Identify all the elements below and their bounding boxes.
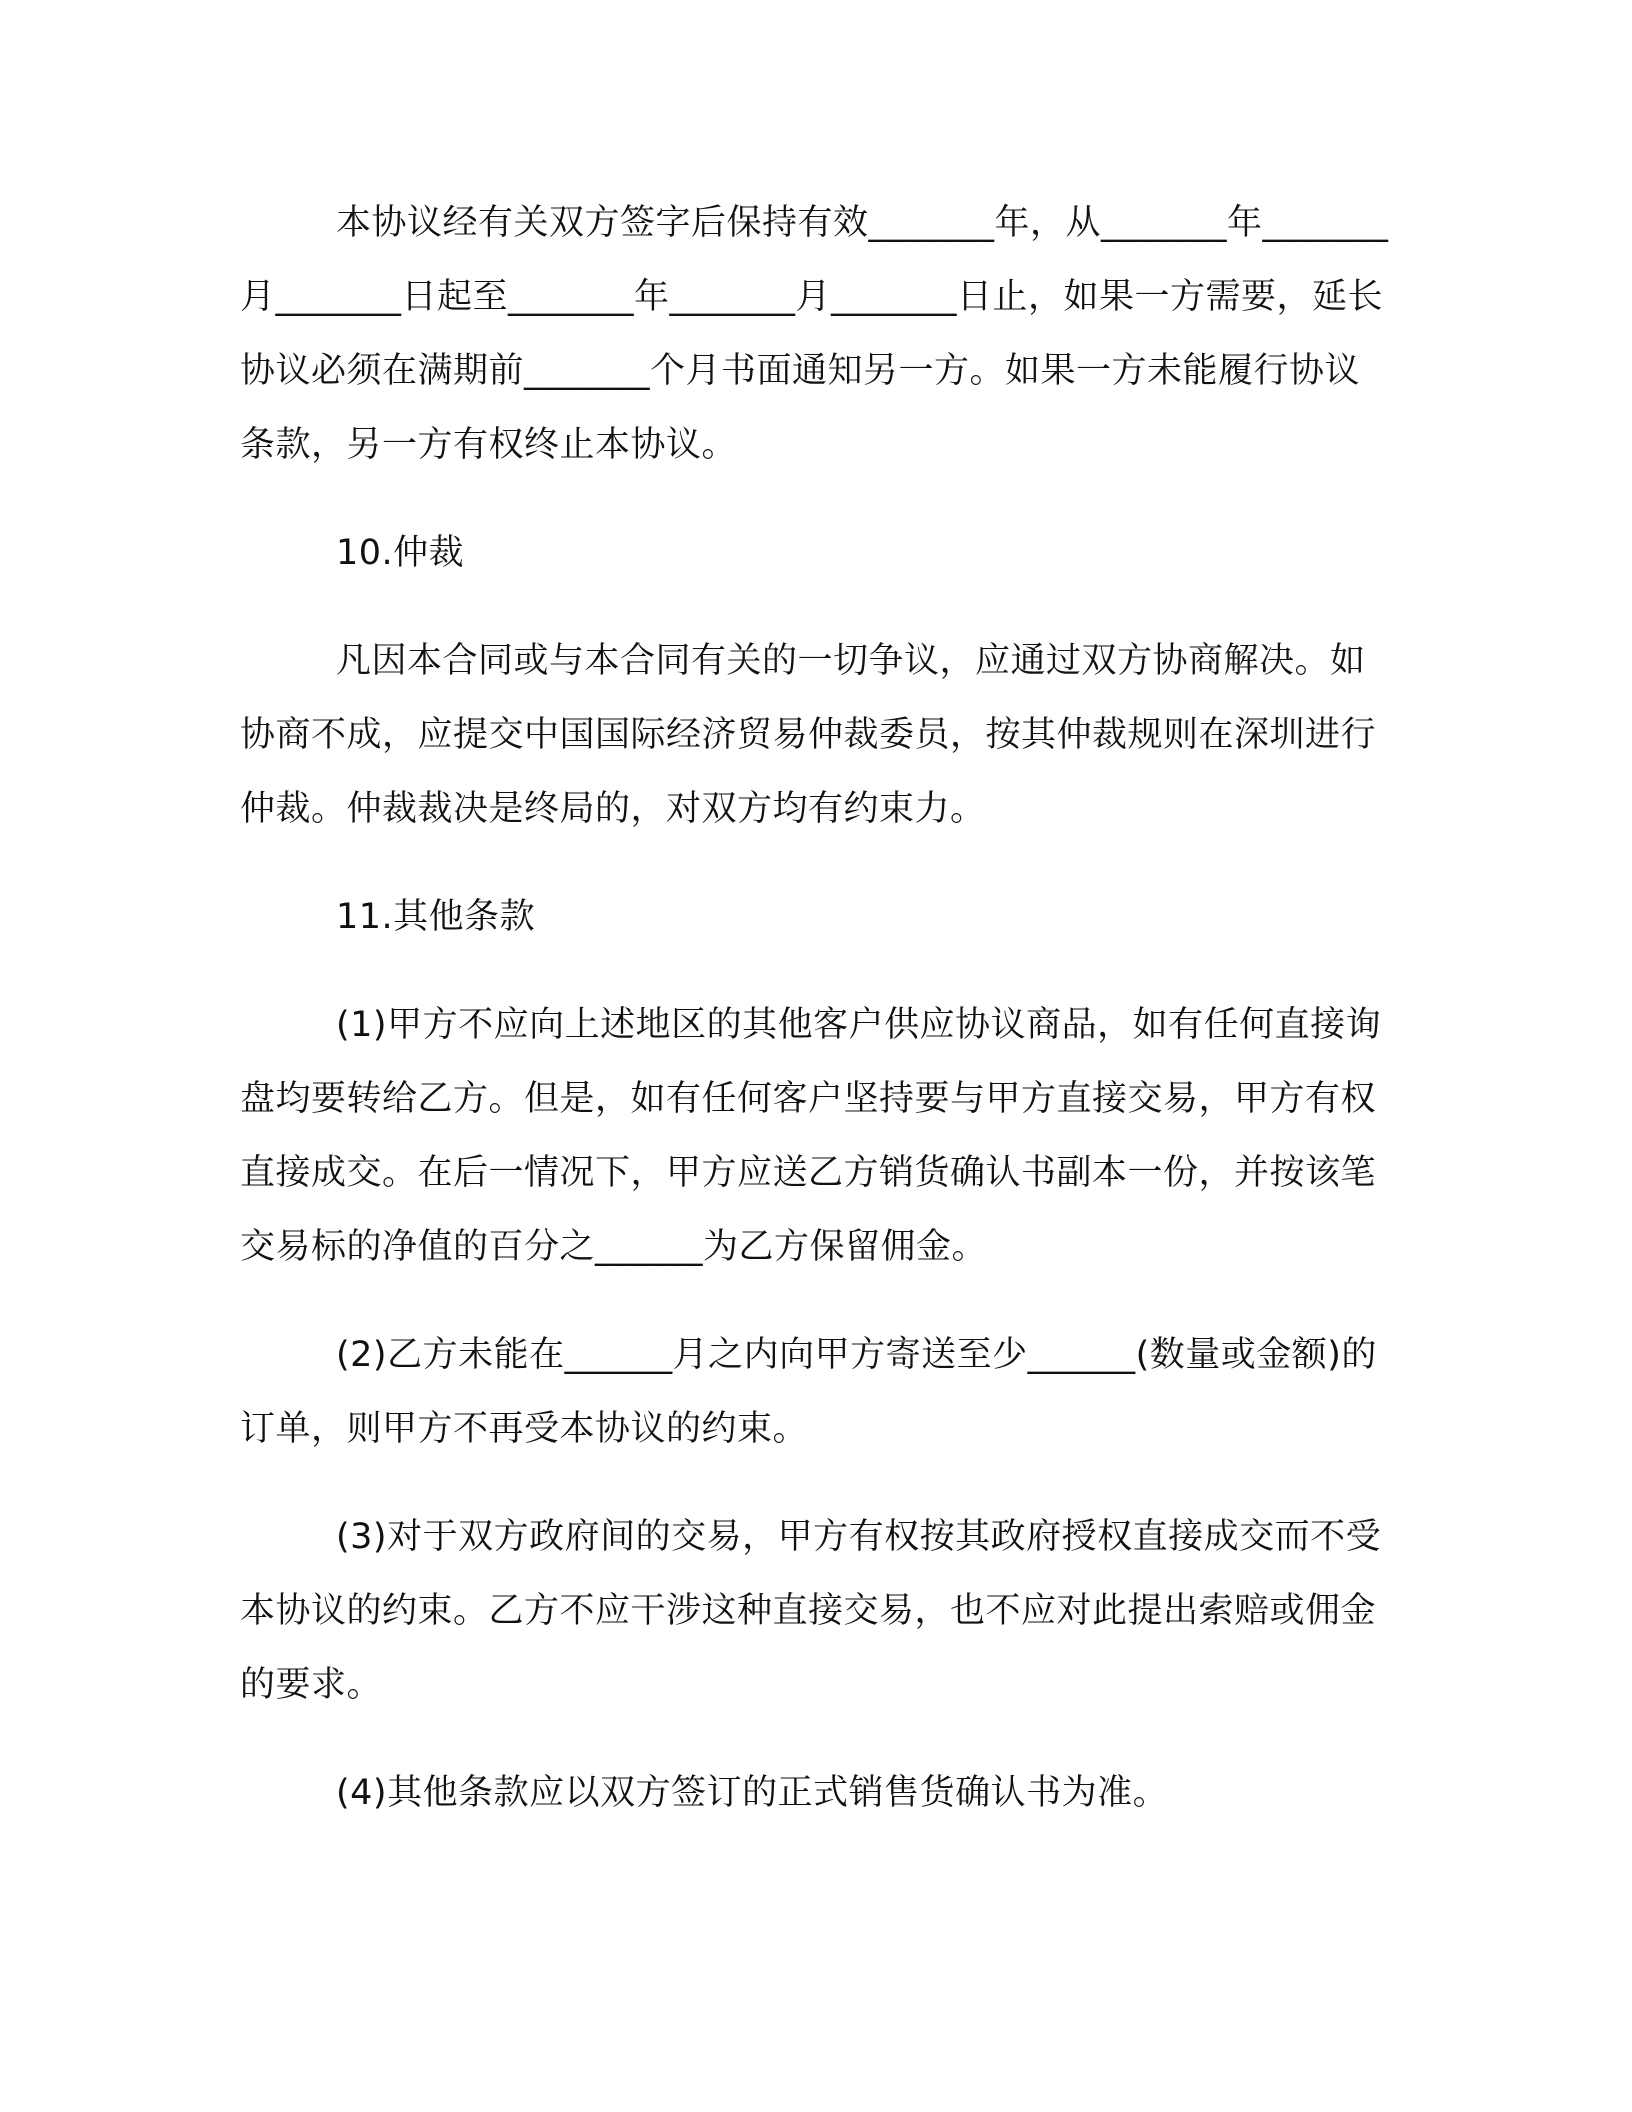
section-heading-arbitration: 10.仲裁 — [336, 533, 465, 573]
document-body — [240, 186, 1390, 1864]
other-terms-item-3: (3)对于双方政府间的交易，甲方有权按其政府授权直接成交而不受本协议的约束。乙方不应干涉这种直接交易，也不应对此提出索赔或佣金的要求。 — [240, 1517, 1382, 1705]
other-terms-item-2: (2)乙方未能在______月之内向甲方寄送至少______(数量或金额)的订单，则甲方不再受本协议的约束。 — [240, 1335, 1377, 1449]
validity-term-paragraph: 本协议经有关双方签字后保持有效_______年，从_______年_______月_______日起至_______年_______月_______日止，如果一方需要，延长协议必须在满期前_______个月书面通知另一方。如果一方未能履行协议条款，另一方有权终止本协议。 — [240, 203, 1389, 465]
other-terms-item-1: (1)甲方不应向上述地区的其他客户供应协议商品，如有任何直接询盘均要转给乙方。但是，如有任何客户坚持要与甲方直接交易，甲方有权直接成交。在后一情况下，甲方应送乙方销货确认书副本一份，并按该笔交易标的净值的百分之______为乙方保留佣金。 — [240, 1005, 1382, 1267]
arbitration-paragraph: 凡因本合同或与本合同有关的一切争议，应通过双方协商解决。如协商不成，应提交中国国际经济贸易仲裁委员，按其仲裁规则在深圳进行仲裁。仲裁裁决是终局的，对双方均有约束力。 — [240, 641, 1377, 829]
section-heading-other-terms: 11.其他条款 — [336, 897, 536, 937]
other-terms-item-4: (4)其他条款应以双方签订的正式销售货确认书为准。 — [336, 1773, 1169, 1813]
